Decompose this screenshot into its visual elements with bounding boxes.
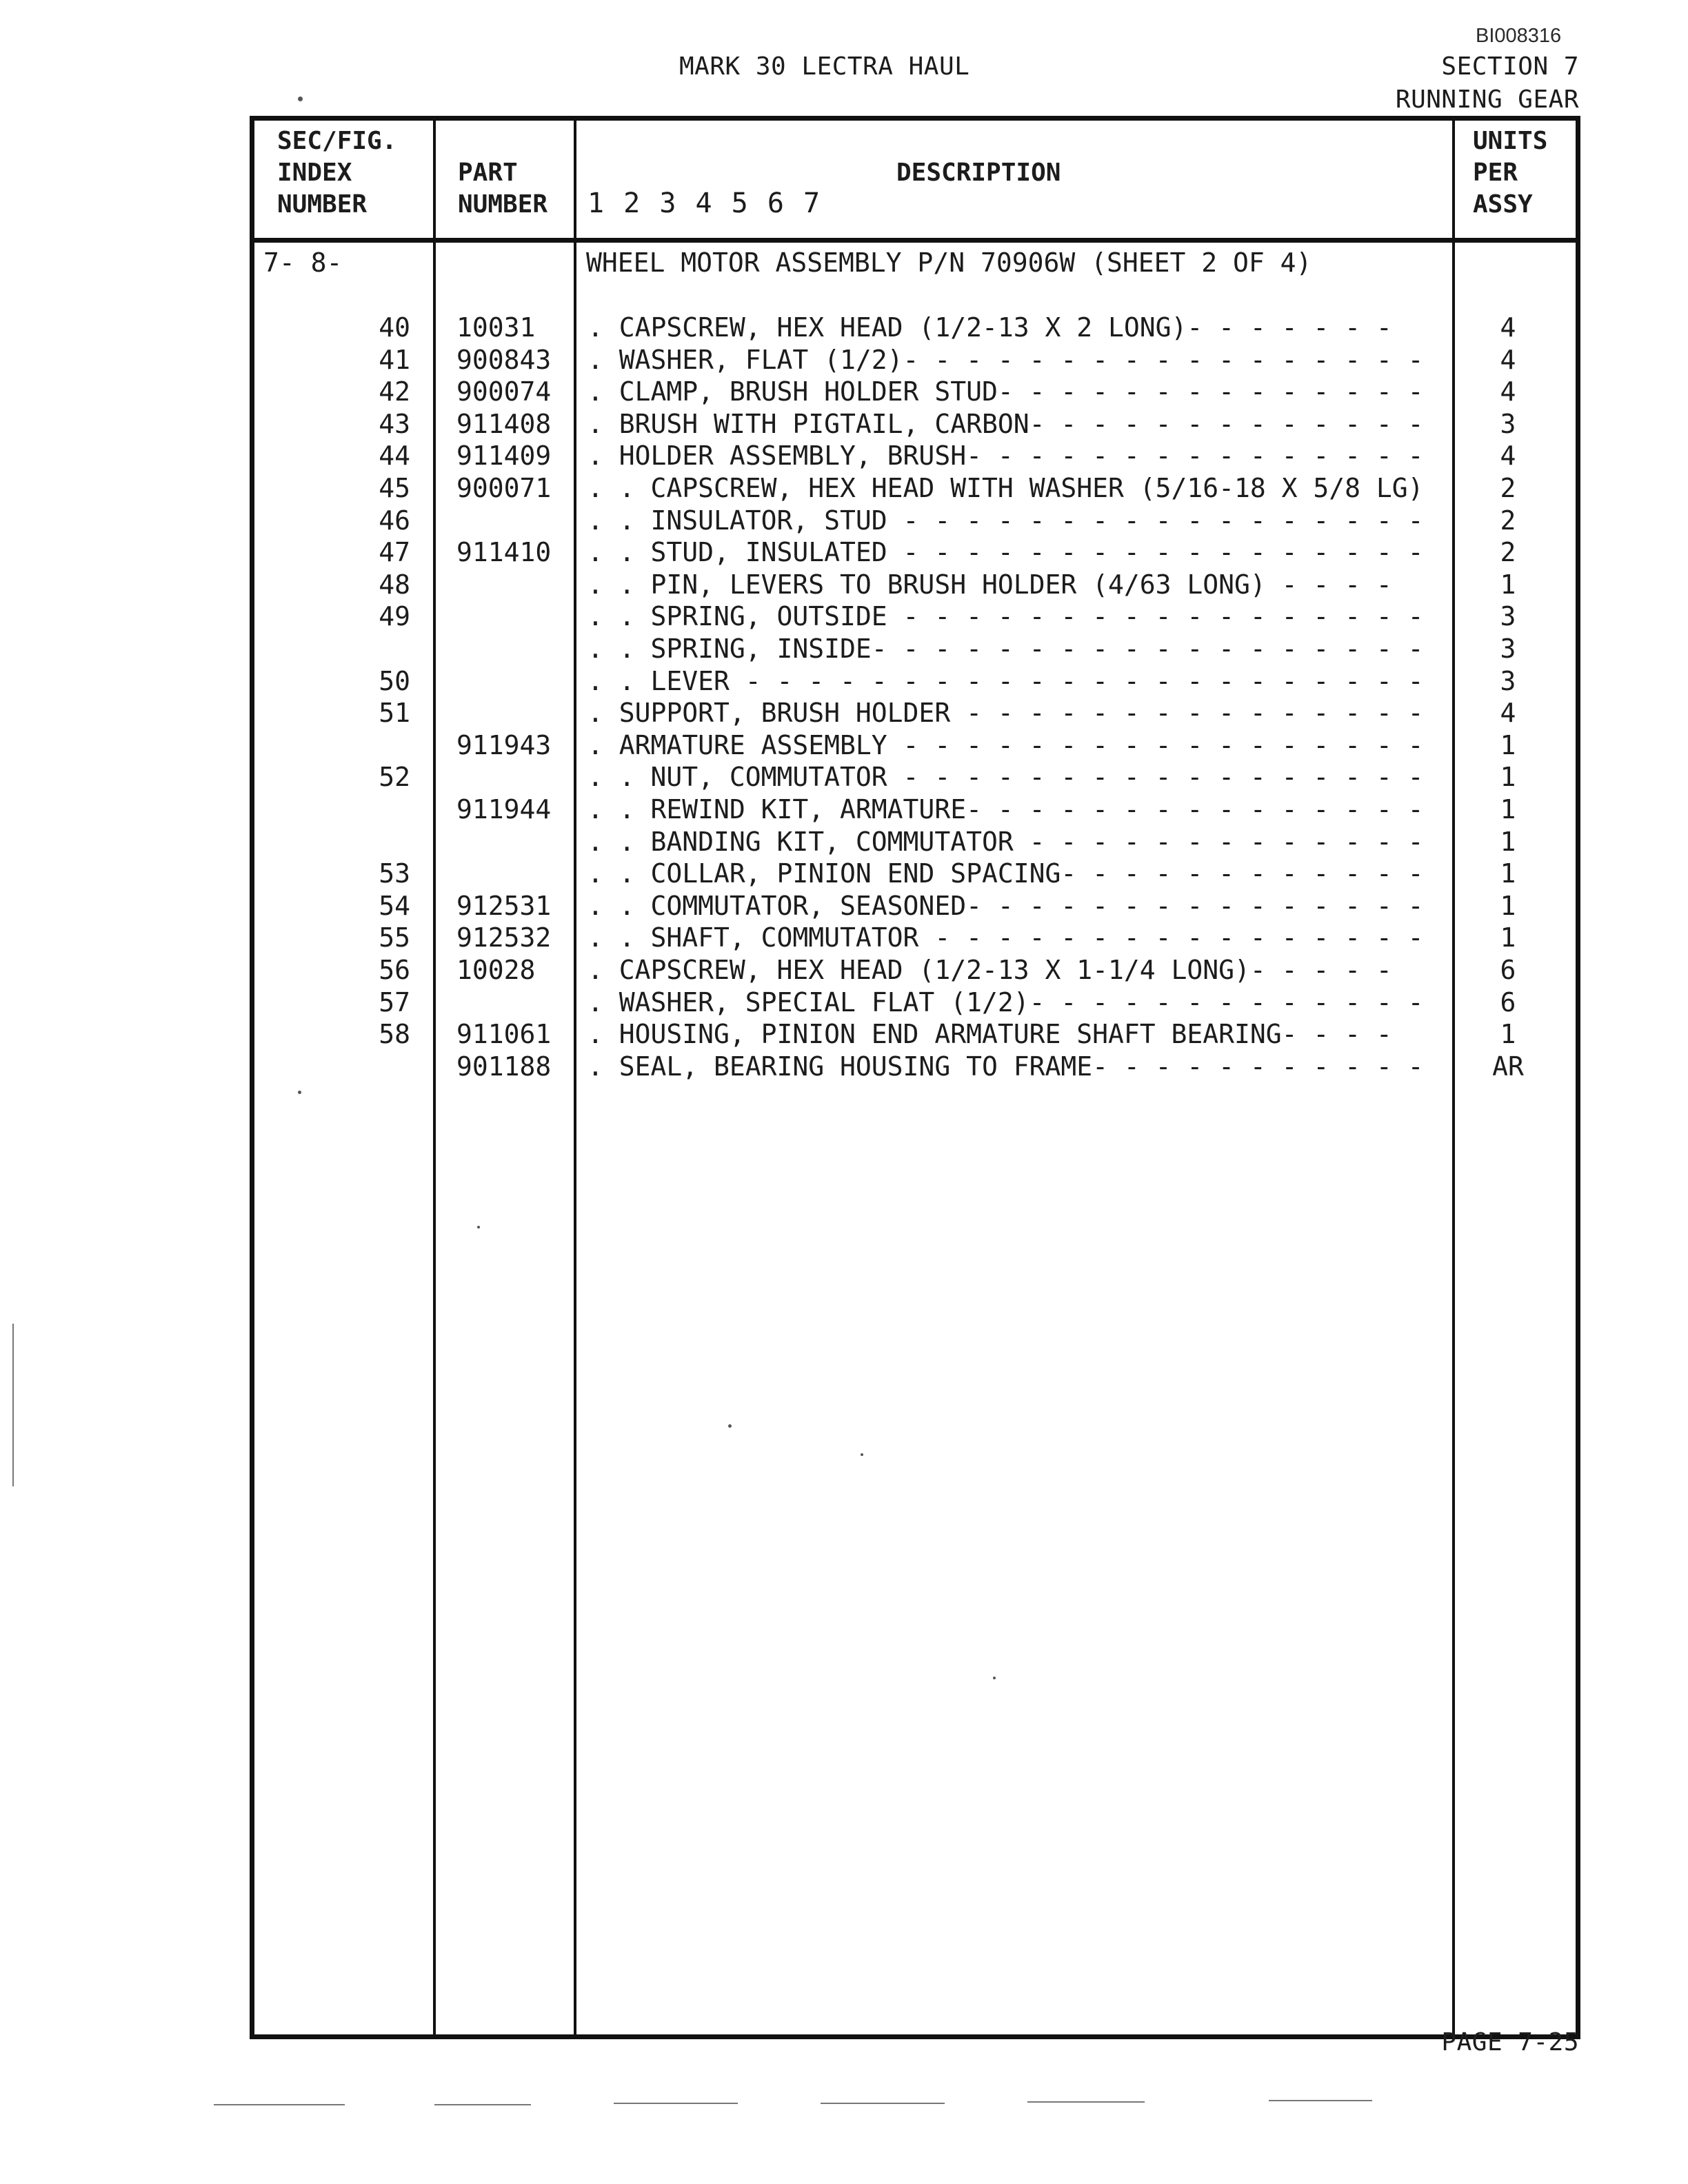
scan-speck: [477, 1226, 480, 1228]
row-index-number: 48: [379, 569, 410, 600]
scan-speck: [861, 1453, 863, 1456]
row-index-number: 44: [379, 441, 410, 471]
row-units-per-assy: AR: [1492, 1051, 1524, 1082]
column-divider-description: [1452, 121, 1455, 2034]
row-description: . WASHER, SPECIAL FLAT (1/2)- - - - - - - - - - - - -: [587, 987, 1424, 1018]
column-header-description: DESCRIPTION: [896, 159, 1061, 187]
row-description: . . INSULATOR, STUD - - - - - - - - - - - - - - - - -: [587, 505, 1424, 536]
column-header-index: SEC/FIG. INDEX NUMBER: [277, 127, 397, 219]
scan-artifact-line: [434, 2104, 531, 2105]
row-description: . CAPSCREW, HEX HEAD (1/2-13 X 1-1/4 LONG)- - - - -: [587, 955, 1392, 985]
row-index-number: 49: [379, 601, 410, 631]
row-units-per-assy: 4: [1500, 698, 1516, 728]
column-divider-index: [433, 121, 436, 2034]
row-units-per-assy: 3: [1500, 601, 1516, 631]
row-part-number: 912531: [456, 891, 552, 921]
row-description: . . CAPSCREW, HEX HEAD WITH WASHER (5/16-18 X 5/8 LG): [587, 473, 1424, 503]
row-units-per-assy: 2: [1500, 505, 1516, 536]
row-description: . CLAMP, BRUSH HOLDER STUD- - - - - - - - - - - - - -: [587, 376, 1424, 407]
row-description: . SUPPORT, BRUSH HOLDER - - - - - - - - - - - - - - -: [587, 698, 1424, 728]
document-id: BI008316: [1476, 25, 1562, 47]
row-units-per-assy: 1: [1500, 922, 1516, 953]
row-index-number: 50: [379, 666, 410, 696]
row-units-per-assy: 1: [1500, 569, 1516, 600]
row-description: . WASHER, FLAT (1/2)- - - - - - - - - - - - - - - - -: [587, 345, 1424, 375]
row-index-number: 40: [379, 312, 410, 343]
subsection-label: RUNNING GEAR: [1395, 85, 1579, 114]
row-part-number: 900074: [456, 376, 552, 407]
indent-level-key: 1 2 3 4 5 6 7: [587, 188, 821, 219]
row-units-per-assy: 1: [1500, 1019, 1516, 1049]
header-separator: [254, 238, 1576, 243]
row-units-per-assy: 4: [1500, 441, 1516, 471]
row-description: . . COLLAR, PINION END SPACING- - - - - - - - - - - -: [587, 858, 1424, 889]
row-description: . SEAL, BEARING HOUSING TO FRAME- - - - - - - - - - -: [587, 1051, 1424, 1082]
row-units-per-assy: 1: [1500, 730, 1516, 760]
row-part-number: 900071: [456, 473, 552, 503]
scan-speck: [993, 1677, 996, 1679]
row-index-number: 57: [379, 987, 410, 1018]
row-part-number: 900843: [456, 345, 552, 375]
row-description: . . SHAFT, COMMUTATOR - - - - - - - - - - - - - - - -: [587, 922, 1424, 953]
row-description: . . SPRING, OUTSIDE - - - - - - - - - - - - - - - - -: [587, 601, 1424, 631]
row-units-per-assy: 2: [1500, 537, 1516, 567]
row-description: . HOUSING, PINION END ARMATURE SHAFT BEARING- - - -: [587, 1019, 1392, 1049]
row-part-number: 911943: [456, 730, 552, 760]
row-description: . . COMMUTATOR, SEASONED- - - - - - - - - - - - - - -: [587, 891, 1424, 921]
row-units-per-assy: 4: [1500, 376, 1516, 407]
row-description: . CAPSCREW, HEX HEAD (1/2-13 X 2 LONG)- - - - - - -: [587, 312, 1392, 343]
row-units-per-assy: 3: [1500, 634, 1516, 664]
figure-reference: 7- 8-: [263, 247, 343, 278]
row-part-number: 912532: [456, 922, 552, 953]
row-units-per-assy: 4: [1500, 345, 1516, 375]
row-description: . . BANDING KIT, COMMUTATOR - - - - - - - - - - - - -: [587, 827, 1424, 857]
row-index-number: 52: [379, 762, 410, 792]
row-units-per-assy: 1: [1500, 794, 1516, 825]
row-description: . . LEVER - - - - - - - - - - - - - - - - - - - - - -: [587, 666, 1424, 696]
row-units-per-assy: 4: [1500, 312, 1516, 343]
row-description: . . SPRING, INSIDE- - - - - - - - - - - - - - - - - -: [587, 634, 1424, 664]
scan-artifact-line: [821, 2103, 945, 2104]
row-part-number: 911409: [456, 441, 552, 471]
scan-speck: [298, 1091, 301, 1094]
row-units-per-assy: 1: [1500, 891, 1516, 921]
row-index-number: 41: [379, 345, 410, 375]
row-description: . . NUT, COMMUTATOR - - - - - - - - - - - - - - - - -: [587, 762, 1424, 792]
section-label: SECTION 7: [1441, 52, 1579, 81]
row-units-per-assy: 2: [1500, 473, 1516, 503]
column-header-part: PART NUMBER: [458, 159, 548, 219]
assembly-title: WHEEL MOTOR ASSEMBLY P/N 70906W (SHEET 2 OF 4): [586, 247, 1312, 278]
scan-artifact-line: [214, 2104, 345, 2105]
row-units-per-assy: 6: [1500, 987, 1516, 1018]
row-part-number: 901188: [456, 1051, 552, 1082]
row-index-number: 54: [379, 891, 410, 921]
row-units-per-assy: 1: [1500, 827, 1516, 857]
column-divider-part: [574, 121, 576, 2034]
row-index-number: 46: [379, 505, 410, 536]
row-index-number: 56: [379, 955, 410, 985]
scan-artifact-line: [1027, 2101, 1145, 2103]
scan-artifact-line: [614, 2103, 738, 2104]
row-units-per-assy: 3: [1500, 409, 1516, 439]
row-units-per-assy: 6: [1500, 955, 1516, 985]
row-part-number: 911408: [456, 409, 552, 439]
row-description: . . REWIND KIT, ARMATURE- - - - - - - - - - - - - - -: [587, 794, 1424, 825]
row-index-number: 45: [379, 473, 410, 503]
column-header-units: UNITS PER ASSY: [1473, 127, 1548, 219]
row-description: . HOLDER ASSEMBLY, BRUSH- - - - - - - - - - - - - - -: [587, 441, 1424, 471]
row-part-number: 911410: [456, 537, 552, 567]
row-index-number: 42: [379, 376, 410, 407]
row-index-number: 55: [379, 922, 410, 953]
row-description: . ARMATURE ASSEMBLY - - - - - - - - - - - - - - - - -: [587, 730, 1424, 760]
row-index-number: 47: [379, 537, 410, 567]
row-units-per-assy: 1: [1500, 858, 1516, 889]
row-units-per-assy: 1: [1500, 762, 1516, 792]
scan-edge-mark: [12, 1324, 14, 1486]
row-index-number: 51: [379, 698, 410, 728]
row-index-number: 53: [379, 858, 410, 889]
row-description: . BRUSH WITH PIGTAIL, CARBON- - - - - - - - - - - - -: [587, 409, 1424, 439]
row-description: . . PIN, LEVERS TO BRUSH HOLDER (4/63 LONG) - - - -: [587, 569, 1392, 600]
row-index-number: 43: [379, 409, 410, 439]
row-description: . . STUD, INSULATED - - - - - - - - - - - - - - - - -: [587, 537, 1424, 567]
row-part-number: 10031: [456, 312, 536, 343]
row-part-number: 911944: [456, 794, 552, 825]
row-units-per-assy: 3: [1500, 666, 1516, 696]
manual-title: MARK 30 LECTRA HAUL: [679, 52, 970, 81]
page-number: PAGE 7-25: [1441, 2028, 1579, 2056]
row-part-number: 10028: [456, 955, 536, 985]
row-index-number: 58: [379, 1019, 410, 1049]
scan-speck: [728, 1424, 732, 1428]
row-part-number: 911061: [456, 1019, 552, 1049]
scan-artifact-line: [1269, 2100, 1372, 2101]
scan-speck: [298, 97, 303, 101]
